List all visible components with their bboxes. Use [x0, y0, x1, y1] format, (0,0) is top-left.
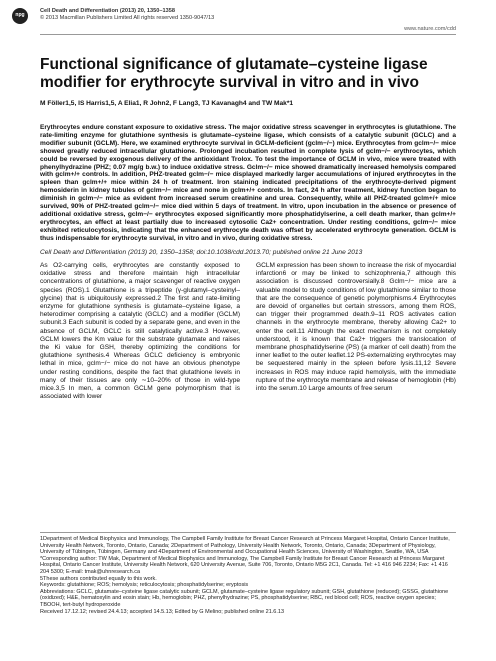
received-dates: Received 17.12.12; revised 24.4.13; accepted 14.5.13; Edited by G Melino; published online 21.6.13 — [40, 608, 285, 615]
copyright-line: © 2013 Macmillan Publishers Limited All rights reserved 1350-9047/13 — [40, 15, 215, 21]
body-column-left: As O2-carrying cells, erythrocytes are constantly exposed to oxidative stress and therefore maintain high intracellular concentrations of glutathione, a major scavenger of reactive oxygen species (ROS).1 Glutathione is a tripeptide (γ-glutamyl–cysteinyl–glycine) that is ubiquitously expressed.2 The first and rate-limiting enzyme for glutathione synthesis is glutamate–cysteine ligase, a heterodimer comprising a catalytic (GCLC) and a modifier (GCLM) subunit.3 Each subunit is coded by a separate gene, and even in the absence of GCLM, GCLC is still catalytically active.3 However, GCLM lowers the Km value for the substrate glutamate and raises the Ki value for GSH, thereby optimizing the conditions for glutathione synthesis.4 Whereas GCLC deficiency is embryonic lethal in mice, gclm−/− mice do not have an obvious phenotype under resting conditions, despite the fact that glutathione levels in many of their tissues are only ∼10–20% of those in wild-type mice.3,5 In men, a common GCLM gene polymorphism that is associated with lower — [40, 262, 240, 401]
correspondence: *Corresponding author: TW Mak, Department of Medical Biophysics and Immunology, The Campbell Family Institute for Breast Cancer Research at Princess Margaret Hospital, Ontario Cancer Institute, University Health Network, 620 University Avenue, Suite 706, Toronto, Ontario M5G 2C1, Canada. Tel: +1 416 946 2234; Fax: +1 416 204 5300; E-mail: tmak@uhnresearch.ca — [40, 555, 448, 575]
publisher-logo: npg — [12, 8, 28, 24]
author-list: M Föller1,5, IS Harris1,5, A Elia1, R John2, F Lang3, TJ Kavanagh4 and TW Mak*1 — [40, 100, 294, 107]
article-title: Functional significance of glutamate–cysteine ligase modifier for erythrocyte survival in vitro and in vivo — [40, 56, 428, 91]
abbreviations: Abbreviations: GCLC, glutamate–cysteine ligase catalytic subunit; GCLM, glutamate–cysteine ligase regulatory subunit; GSH, glutathione (reduced); GSSG, glutathione (oxidized); H&E, hematoxylin and eosin stain; Hb, hemoglobin; PHZ, phenylhydrazine; PS, phosphatidylserine; RBC, red blood cell; ROS, reactive oxygen species; TBOOH, tert-butyl hydroperoxide — [40, 588, 449, 608]
header-divider — [40, 34, 456, 35]
keywords: Keywords: glutathione; ROS; hemolysis; reticulocytosis; phosphatidylserine; eryptosis — [40, 582, 249, 589]
journal-line: Cell Death and Differentiation (2013) 20, 1350–1358 — [40, 8, 175, 14]
affiliations: 1Department of Medical Biophysics and Immunology, The Campbell Family Institute for Breast Cancer Research at Princess Margaret Hospital, Ontario Cancer Institute, University Health Network, Toronto, Ontario, Canada; 2Department of Pathology, University Health Network, Toronto, Ontario, Canada; 3Department of Physiology, University of Tübingen, Tübingen, Germany and 4Department of Environmental and Occupational Health Sciences, University of Washington, Seattle, WA, USA — [40, 536, 450, 556]
body-column-right: GCLM expression has been shown to increase the risk of myocardial infarction6 or may be linked to schizophrenia,7 although this association is discussed controversially.8 Gclm−/− mice are a valuable model to study conditions of low glutathione similar to those that are the consequence of genetic polymorphisms.4 Erythrocytes are devoid of organelles but certain stressors, among them ROS, can trigger their programmed death.9–11 ROS activates cation channels in the erythrocyte membrane, thereby allowing Ca2+ to enter the cell.11 Although the exact mechanism is not completely understood, it is known that Ca2+ triggers the translocation of membrane phosphatidylserine (PS) (a marker of cell death) from the inner leaflet to the outer leaflet.12 PS-externalizing erythrocytes may be sequestered mainly in the spleen before lysis.11,12 Severe increases in ROS may induce rapid hemolysis, with the immediate rupture of the erythrocyte membrane and release of hemoglobin (Hb) into the serum.10 Large amounts of free serum — [256, 262, 456, 393]
citation-line: Cell Death and Differentiation (2013) 20, 1350–1358; doi:10.1038/cdd.2013.70; published online 21 June 2013 — [40, 249, 363, 256]
journal-url[interactable]: www.nature.com/cdd — [404, 26, 456, 32]
abstract: Erythrocytes endure constant exposure to oxidative stress. The major oxidative stress scavenger in erythrocytes is glutathione. The rate-limiting enzyme for glutathione synthesis is glutamate–cysteine ligase, which consists of a catalytic subunit (GCLC) and a modifier subunit (GCLM). Here, we examined erythrocyte survival in GCLM-deficient (gclm−/−) mice. Erythrocytes from gclm−/− mice showed greatly reduced intracellular glutathione. Prolonged incubation resulted in complete lysis of gclm−/− erythrocytes, which could be reversed by exogenous delivery of the antioxidant Trolox. To test the importance of GCLM in vivo, mice were treated with phenylhydrazine (PHZ; 0.07 mg/g b.w.) to induce oxidative stress. Gclm−/− mice showed dramatically increased hemolysis compared with gclm+/+ controls. In addition, PHZ-treated gclm−/− mice displayed markedly larger accumulations of injured erythrocytes in the spleen than gclm+/+ mice within 24 h of treatment. Iron staining indicated precipitations of the erythrocyte-derived pigment hemosiderin in kidney tubules of gclm−/− mice and none in gclm+/+ controls. In fact, 24 h after treatment, kidney function began to diminish in gclm−/− mice as evident from increased serum creatinine and urea. Consequently, while all PHZ-treated gclm+/+ mice survived, 90% of PHZ-treated gclm−/− mice died within 5 days of treatment. In vitro, upon incubation in the absence or presence of additional oxidative stress, gclm−/− erythrocytes exposed significantly more phosphatidylserine, a cell death marker, than gclm+/+ erythrocytes, an effect at least partially due to increased cytosolic Ca2+ concentration. Under resting conditions, gclm−/− mice exhibited reticulocytosis, indicating that the enhanced erythrocyte death was offset by accelerated erythrocyte generation. GCLM is thus indispensable for erythrocyte survival, in vitro and in vivo, during oxidative stress. — [40, 124, 456, 242]
footnotes — [40, 532, 456, 615]
equal-contribution-note: 5These authors contributed equally to this work. — [40, 575, 157, 582]
